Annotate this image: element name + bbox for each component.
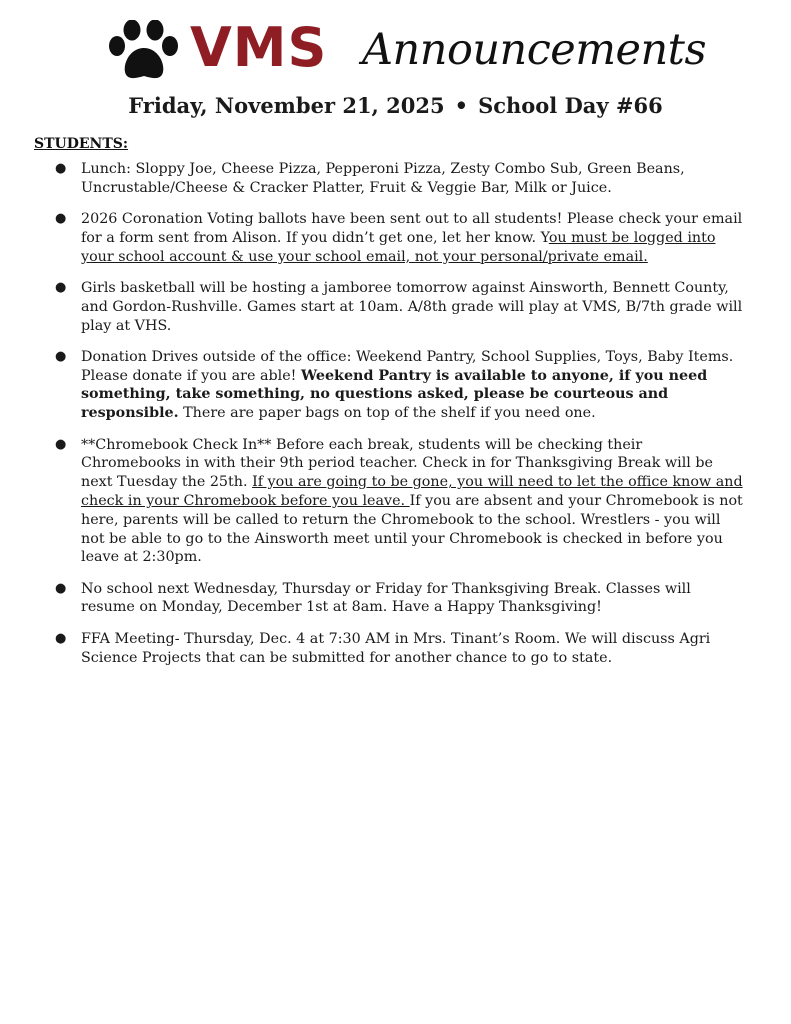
paw-print-icon — [107, 20, 181, 82]
announcement-bold-text: Weekend Pantry is available to anyone, if you need something, take something, no questions asked, please be courteous and responsible. — [81, 367, 708, 422]
school-day-text: School Day #66 — [478, 93, 663, 118]
bullet-icon: ● — [55, 580, 67, 596]
announcement-coronation — [55, 210, 745, 266]
page-title: Announcements — [362, 25, 707, 75]
announcement-text: FFA Meeting- Thursday, Dec. 4 at 7:30 AM in Mrs. Tinant’s Room. We will discuss Agri Science Projects that can be submitted for another chance to go to state. — [81, 630, 711, 666]
bullet-icon: ● — [55, 436, 67, 452]
announcement-text: Girls basketball will be hosting a jamboree tomorrow against Ainsworth, Bennett County, and Gordon-Rushville. Games start at 10am. A/8th grade will play at VMS, B/7th grade will play at VHS. — [81, 279, 743, 334]
announcement-text: Donation Drives outside of the office: Weekend Pantry, School Supplies, Toys, Baby Items. Please donate if you are able! — [81, 348, 734, 384]
announcement-basketball — [55, 279, 745, 335]
date-separator: • — [454, 93, 469, 118]
announcement-underlined-text: If you are going to be gone, you will need to let the office know and check in your Chromebook before you leave. — [81, 474, 743, 509]
announcement-ffa — [55, 630, 745, 668]
announcement-text: No school next Wednesday, Thursday or Friday for Thanksgiving Break. Classes will resume on Monday, December 1st at 8am. Have a Happy Thanksgiving! — [81, 580, 691, 616]
bullet-icon: ● — [55, 211, 67, 227]
announcement-text: 2026 Coronation Voting ballots have been sent out to all students! Please check your email for a form sent from Alison. If you didn’t get one, let her know. Y — [81, 211, 743, 246]
bullet-icon: ● — [55, 348, 67, 364]
announcement-chromebook — [55, 436, 745, 568]
date-text: Friday, November 21, 2025 — [128, 93, 445, 118]
announcement-donation-drives — [55, 348, 745, 423]
bullet-icon: ● — [55, 161, 67, 176]
section-heading-students: STUDENTS: — [34, 136, 129, 152]
announcement-underlined-text: ou must be logged into your school account & use your school email, not your personal/private email. — [81, 229, 716, 265]
header — [0, 16, 791, 84]
announcement-list — [55, 160, 745, 680]
announcement-lunch — [55, 160, 745, 198]
announcement-text: **Chromebook Check In** Before each break, students will be checking their Chromebooks in with their 9th period teacher. Check in for Thanksgiving Break will be next Tuesday the 25th. — [81, 436, 714, 491]
announcement-thanksgiving — [55, 580, 745, 618]
school-name-logo: VMS — [190, 16, 328, 79]
announcement-text: Lunch: Sloppy Joe, Cheese Pizza, Pepperoni Pizza, Zesty Combo Sub, Green Beans, Uncrustable/Cheese & Cracker Platter, Fruit & Veggie Bar, Milk or Juice. — [81, 161, 685, 196]
bullet-icon: ● — [55, 630, 67, 646]
bullet-icon: ● — [55, 279, 67, 295]
date-line — [0, 93, 791, 118]
announcement-text-continued: There are paper bags on top of the shelf if you need one. — [178, 405, 596, 422]
announcement-text-continued: If you are absent and your Chromebook is not here, parents will be called to return the Chromebook to the school. Wrestlers - you will not be able to go to the Ainsworth meet until your Chromebook is checked in before you leave at 2:30pm. — [81, 492, 743, 566]
